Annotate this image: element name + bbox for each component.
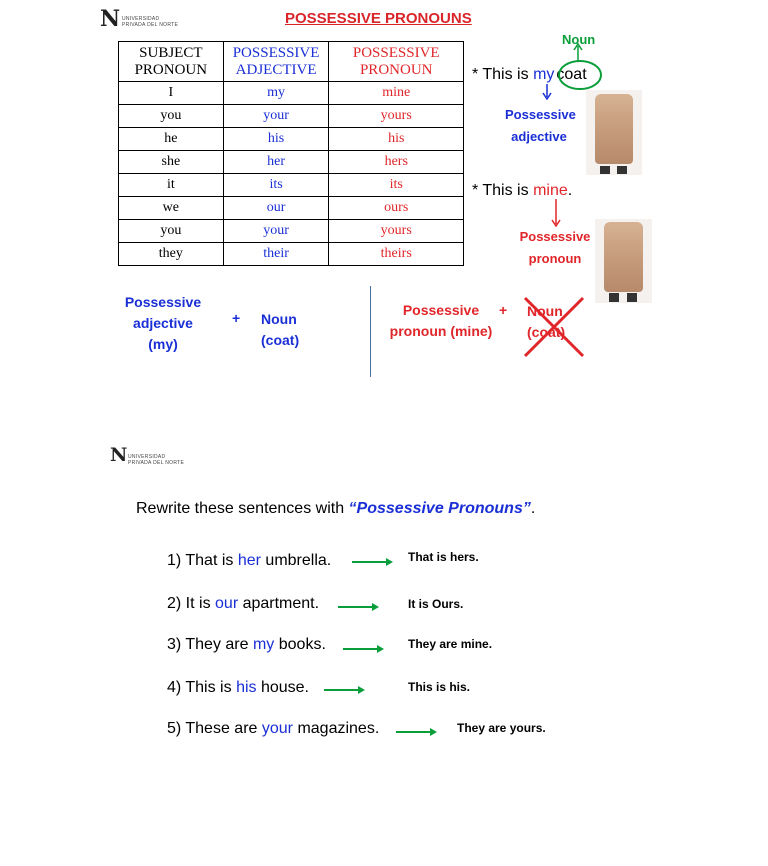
arrow-right-icon [352, 557, 394, 567]
exercise-answer: They are mine. [408, 637, 493, 651]
cell-subject: they [119, 243, 224, 266]
cell-adjective: its [223, 174, 329, 197]
table-header-row [119, 42, 464, 82]
table-row [119, 105, 464, 128]
cell-pronoun: its [329, 174, 464, 197]
cell-pronoun: yours [329, 105, 464, 128]
cell-subject: he [119, 128, 224, 151]
header-subject: SUBJECT PRONOUN [119, 42, 224, 82]
example1-label: Possessive adjective [505, 107, 576, 144]
table-row [119, 82, 464, 105]
cell-pronoun: hers [329, 151, 464, 174]
exercise-answer: That is hers. [408, 550, 479, 564]
example1-adjective: my [533, 66, 555, 83]
exercise-answer: This is his. [408, 680, 471, 694]
divider [370, 286, 371, 377]
logo-mark: N [100, 6, 121, 32]
down-arrow-icon [550, 199, 562, 227]
header-possessive-pronoun: POSSESSIVE PRONOUN [329, 42, 464, 82]
cell-adjective: his [223, 128, 329, 151]
example2-sentence: * This is mine. [472, 182, 573, 199]
logo-mark: N [110, 444, 128, 466]
coat-image-1 [586, 90, 642, 175]
page-title: POSSESSIVE PRONOUNS [285, 10, 472, 27]
down-arrow-icon [541, 84, 553, 100]
logo-line1: UNIVERSIDAD [122, 16, 160, 22]
logo-line2: PRIVADA DEL NORTE [122, 22, 179, 28]
formula-right-pronoun: Possessive pronoun (mine) [389, 302, 493, 339]
cell-pronoun: mine [329, 82, 464, 105]
header-possessive-adjective: POSSESSIVE ADJECTIVE [223, 42, 329, 82]
exercise-item: 2) It is our apartment. [167, 595, 320, 612]
cell-pronoun: theirs [329, 243, 464, 266]
formula-right-plus: + [499, 302, 508, 318]
formula-left-plus: + [232, 310, 241, 326]
example2-pronoun: mine [533, 182, 568, 199]
exercise-answer: It is Ours. [408, 597, 464, 611]
example1-sentence: * This is my coat [472, 66, 587, 83]
exercise-item: 1) That is her umbrella. [167, 552, 332, 569]
arrow-right-icon [396, 727, 438, 737]
pronoun-table [118, 41, 464, 266]
example2-label: Possessive pronoun [519, 229, 591, 266]
cell-subject: you [119, 220, 224, 243]
noun-tag: Noun [562, 32, 596, 47]
cell-subject: you [119, 105, 224, 128]
cell-adjective: your [223, 220, 329, 243]
example1-noun: coat [556, 66, 587, 83]
exercise-instruction: Rewrite these sentences with “Possessive Pronouns”. [136, 500, 536, 517]
table-row [119, 128, 464, 151]
university-logo-top [100, 4, 200, 30]
cell-subject: she [119, 151, 224, 174]
cell-adjective: her [223, 151, 329, 174]
exercise-item: 5) These are your magazines. [167, 720, 380, 737]
logo-text [122, 16, 178, 28]
table-row [119, 220, 464, 243]
arrow-right-icon [343, 644, 385, 654]
cell-pronoun: ours [329, 197, 464, 220]
table-row [119, 174, 464, 197]
cell-subject: we [119, 197, 224, 220]
formula-right-noun: Noun (coat) [527, 303, 566, 340]
cross-out-icon [521, 294, 587, 360]
logo-text: UNIVERSIDAD PRIVADA DEL NORTE [128, 454, 185, 466]
table-row [119, 197, 464, 220]
instruction-emphasis: “Possessive Pronouns” [348, 500, 531, 517]
cell-subject: I [119, 82, 224, 105]
cell-adjective: our [223, 197, 329, 220]
cell-subject: it [119, 174, 224, 197]
arrow-right-icon [338, 602, 380, 612]
cell-pronoun: yours [329, 220, 464, 243]
exercise-item: 4) This is his house. [167, 679, 309, 696]
university-logo-bottom [110, 443, 190, 467]
noun-circle [557, 59, 603, 91]
exercise-item: 3) They are my books. [167, 636, 326, 653]
table-row [119, 243, 464, 266]
cell-adjective: your [223, 105, 329, 128]
exercise-answer: They are yours. [457, 721, 546, 735]
table-row [119, 151, 464, 174]
cell-adjective: their [223, 243, 329, 266]
cell-adjective: my [223, 82, 329, 105]
formula-left-adjective: Possessive adjective (my) [124, 294, 202, 352]
coat-image-2 [595, 219, 652, 303]
arrow-right-icon [324, 685, 366, 695]
cell-pronoun: his [329, 128, 464, 151]
formula-left-noun: Noun (coat) [261, 311, 300, 348]
